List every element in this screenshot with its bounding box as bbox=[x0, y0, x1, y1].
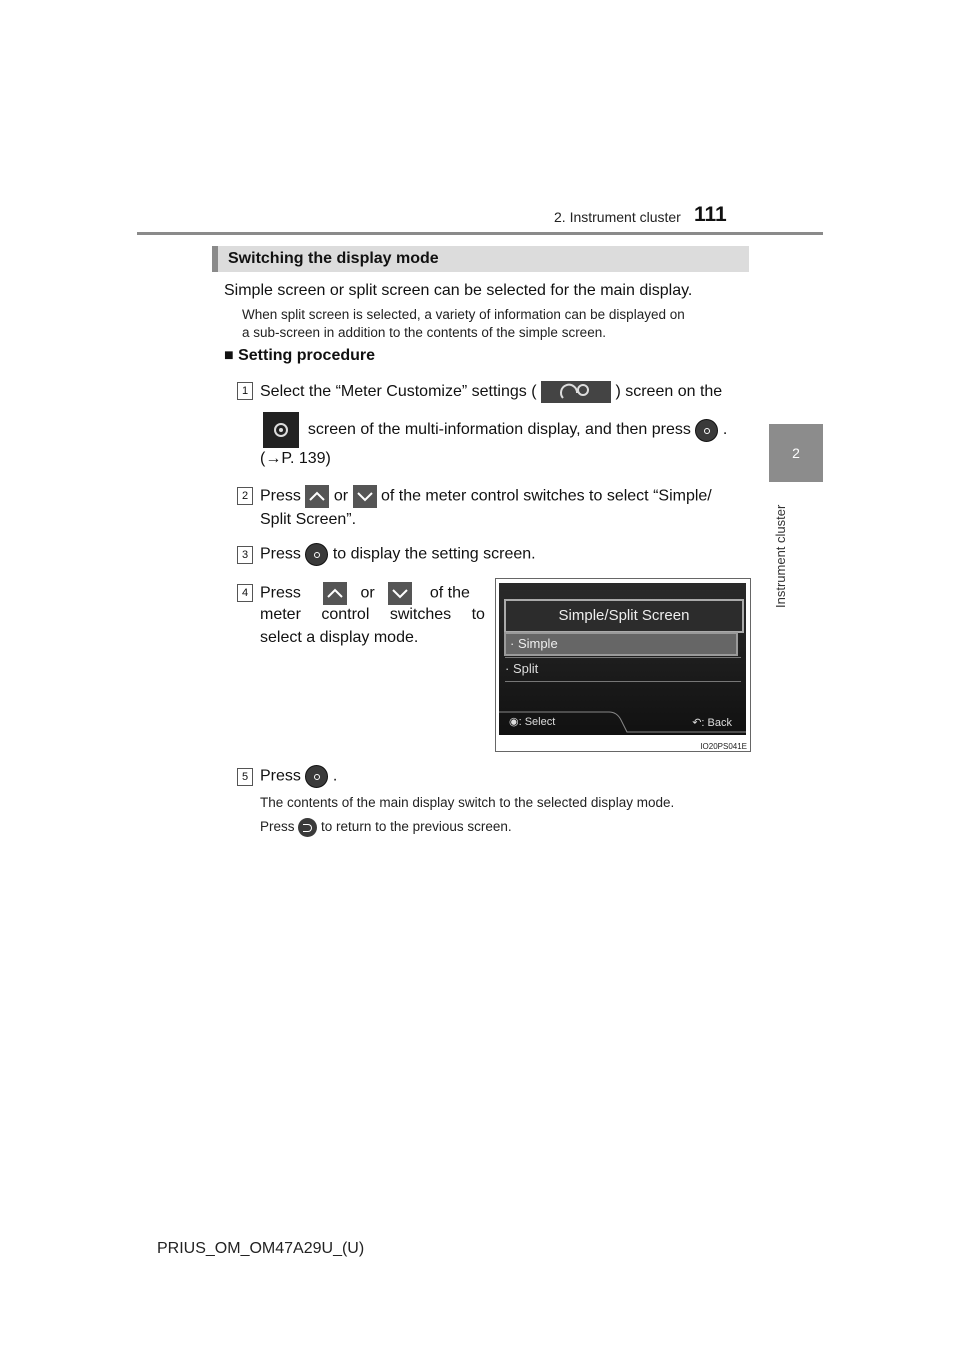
section-heading: Switching the display mode bbox=[212, 246, 749, 272]
enter-switch-icon bbox=[305, 765, 328, 788]
step5-note-1: The contents of the main display switch to the selected display mode. bbox=[260, 795, 675, 810]
step-number: 4 bbox=[237, 584, 253, 602]
intro-text: Simple screen or split screen can be selected for the main display. bbox=[224, 282, 693, 299]
divider bbox=[505, 681, 741, 682]
screen-display bbox=[499, 583, 746, 735]
select-hint: ◉: Select bbox=[509, 716, 556, 728]
step1-line1: Select the “Meter Customize” settings ( ) screen on the bbox=[260, 381, 722, 403]
settings-gear-icon bbox=[263, 412, 299, 448]
divider bbox=[505, 657, 741, 658]
header-divider bbox=[137, 232, 823, 235]
screen-footer bbox=[499, 710, 746, 735]
document-id: PRIUS_OM_OM47A29U_(U) bbox=[157, 1240, 365, 1257]
step4-line3: select a display mode. bbox=[260, 629, 419, 646]
step5-line: Press . bbox=[260, 765, 337, 788]
display-screen-figure bbox=[495, 578, 751, 752]
step2-line2: Split Screen”. bbox=[260, 511, 357, 528]
step-number: 3 bbox=[237, 546, 253, 564]
back-hint: ↶: Back bbox=[692, 717, 732, 729]
enter-switch-icon bbox=[695, 419, 718, 442]
down-switch-icon bbox=[388, 582, 412, 605]
up-switch-icon bbox=[323, 582, 347, 605]
step3-line: Press to display the setting screen. bbox=[260, 543, 536, 566]
up-switch-icon bbox=[305, 485, 329, 508]
chapter-tab-label: Instrument cluster bbox=[773, 504, 788, 608]
chapter-title: 2. Instrument cluster bbox=[554, 209, 681, 225]
option-split: · Split bbox=[505, 661, 539, 676]
meter-settings-icon bbox=[541, 381, 611, 403]
procedure-heading: ■ Setting procedure bbox=[224, 347, 376, 364]
down-switch-icon bbox=[353, 485, 377, 508]
note-line-1: When split screen is selected, a variety of information can be displayed on bbox=[242, 307, 685, 322]
step1-line3: (→P. 139) bbox=[260, 450, 331, 467]
step4-line1: Press or of the bbox=[260, 582, 482, 605]
step1-line2: screen of the multi-information display, and then press . bbox=[263, 412, 727, 448]
enter-switch-icon bbox=[305, 543, 328, 566]
option-simple: · Simple bbox=[504, 632, 738, 656]
figure-code: IO20PS041E bbox=[700, 742, 747, 751]
step5-note-2: Press to return to the previous screen. bbox=[260, 818, 512, 837]
back-switch-icon bbox=[298, 818, 317, 837]
note-line-2: a sub-screen in addition to the contents of the simple screen. bbox=[242, 325, 606, 340]
chapter-tab: 2 bbox=[769, 424, 823, 482]
step-number: 5 bbox=[237, 768, 253, 786]
step-number: 1 bbox=[237, 382, 253, 400]
step4-line2: meter control switches to bbox=[260, 606, 485, 623]
screen-title: Simple/Split Screen bbox=[504, 599, 744, 633]
page-number: 111 bbox=[694, 203, 727, 226]
step2-line1: Press or of the meter control switches to select “Simple/ bbox=[260, 485, 712, 508]
step-number: 2 bbox=[237, 487, 253, 505]
